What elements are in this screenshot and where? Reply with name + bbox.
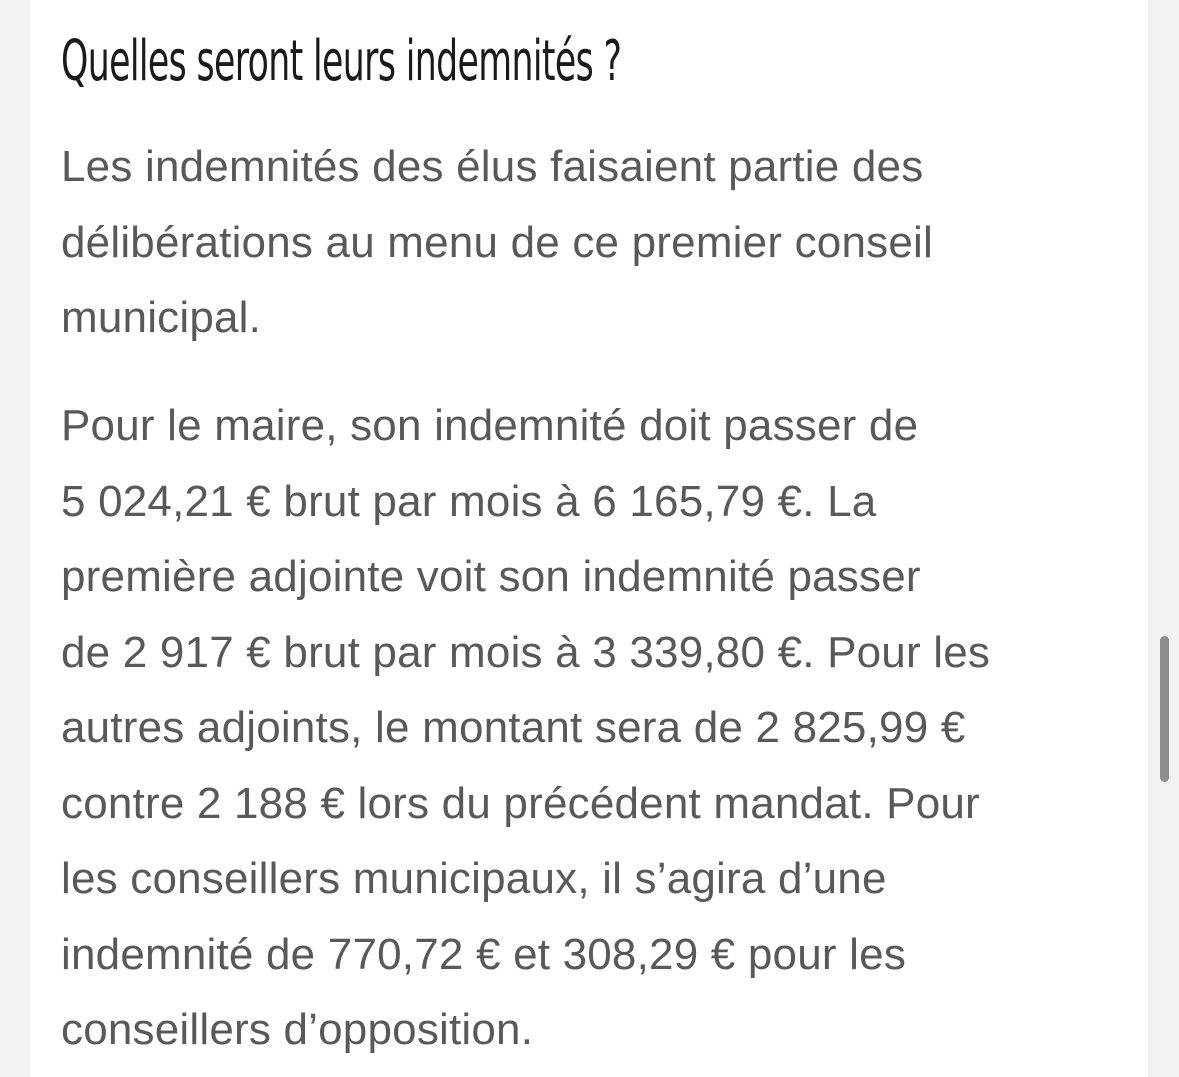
paragraph-line: 5 024,21 € brut par mois à 6 165,79 €. La	[61, 476, 877, 526]
paragraph-line: délibérations au menu de ce premier conseil	[61, 217, 933, 267]
scrollbar-thumb[interactable]	[1160, 636, 1169, 782]
section-heading: Quelles seront leurs indemnités ?	[61, 29, 622, 94]
paragraph-line: municipal.	[61, 293, 262, 342]
paragraph-line: les conseillers municipaux, il s’agira d’une	[61, 854, 887, 903]
article-content	[30, 0, 1148, 1077]
paragraph-line: Pour le maire, son indemnité doit passer de	[61, 401, 919, 450]
paragraph-line: contre 2 188 € lors du précédent mandat. Pour	[61, 778, 980, 828]
paragraph-indemnities	[61, 388, 1131, 1068]
paragraph-line: autres adjoints, le montant sera de 2 825,99 €	[61, 703, 966, 752]
paragraph-line: conseillers d’opposition.	[61, 1005, 534, 1054]
paragraph-line: indemnité de 770,72 € et 308,29 € pour les	[61, 929, 907, 979]
paragraph-intro	[61, 129, 1131, 356]
paragraph-line: Les indemnités des élus faisaient partie des	[61, 142, 924, 191]
paragraph-line: première adjointe voit son indemnité passer	[61, 552, 921, 601]
paragraph-line: de 2 917 € brut par mois à 3 339,80 €. Pour les	[61, 627, 991, 677]
